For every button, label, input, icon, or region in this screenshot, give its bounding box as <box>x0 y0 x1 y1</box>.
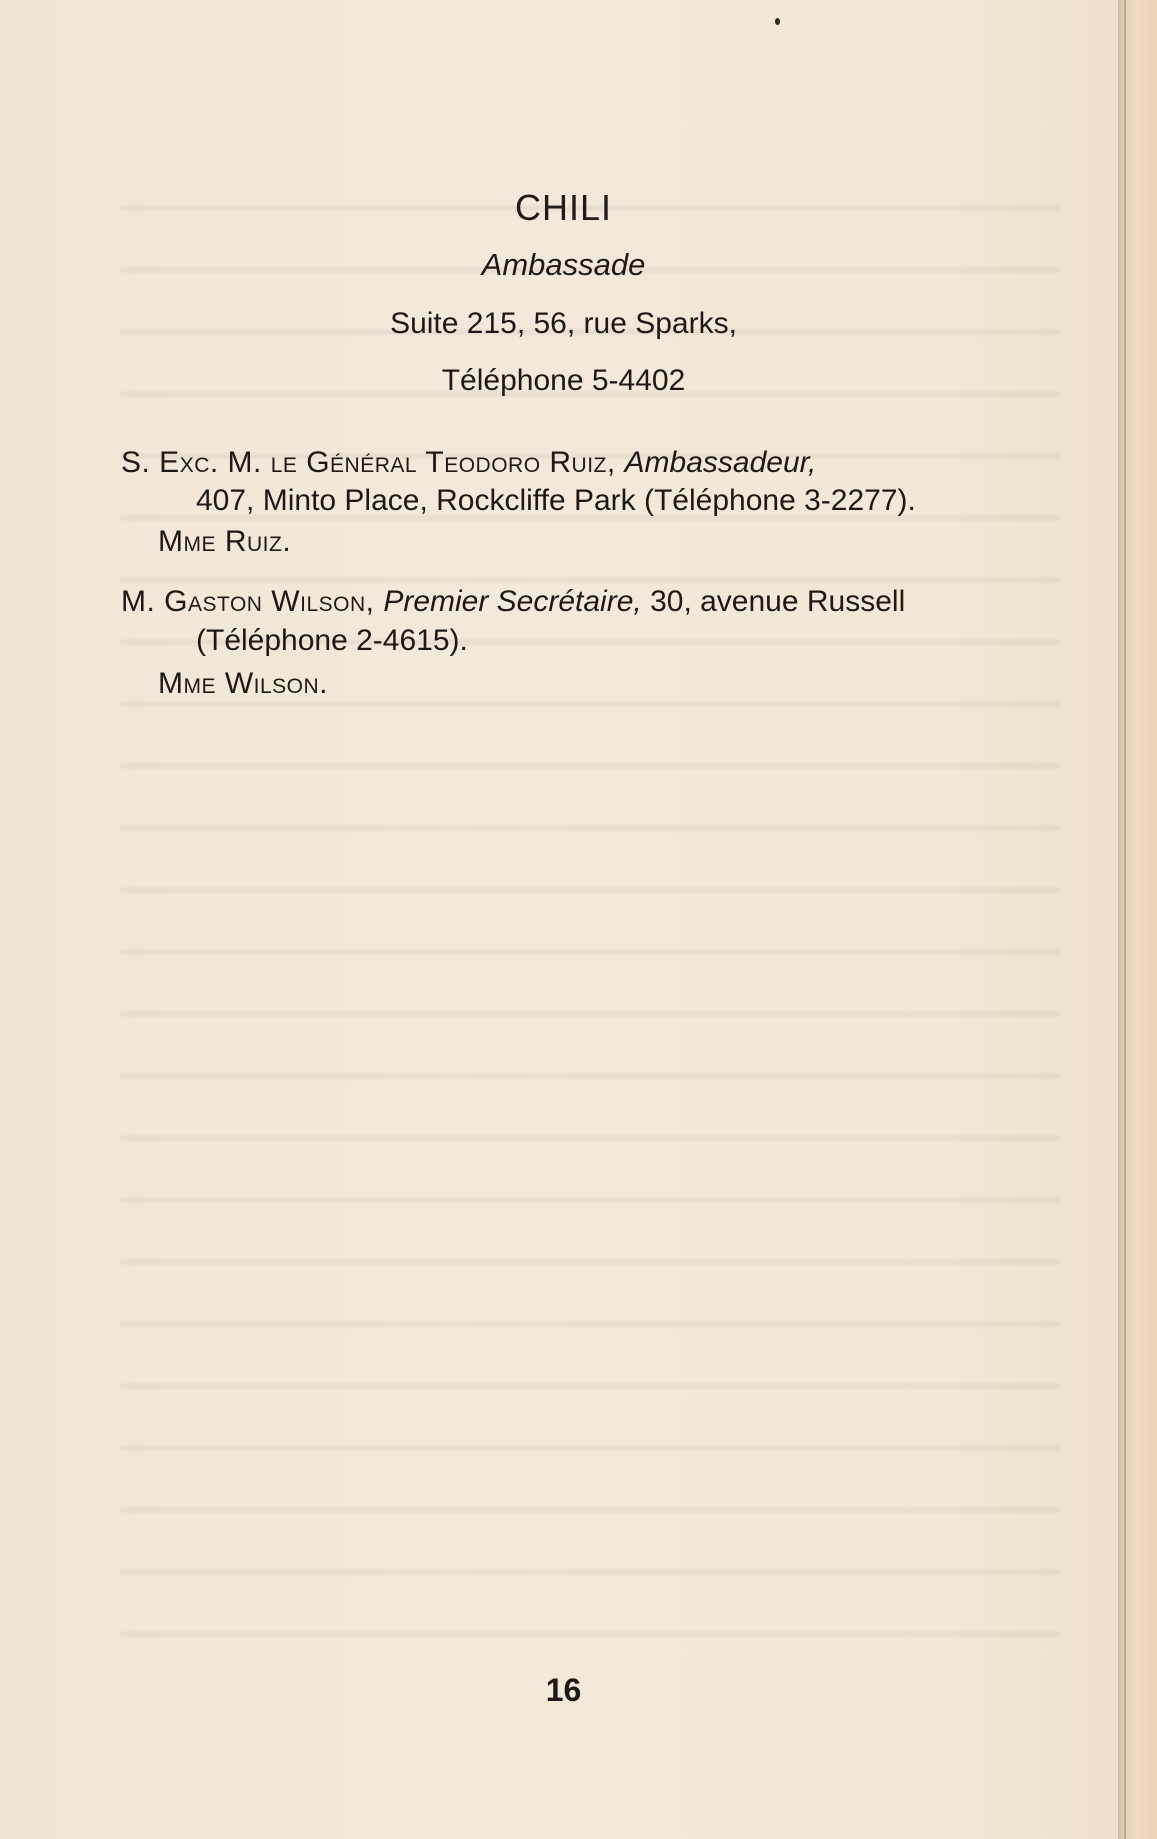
show-through-text <box>120 180 1060 1690</box>
entry-secretary-phone: (Téléphone 2-4615). <box>196 624 468 657</box>
entry-ambassador-title: Ambassadeur, <box>624 446 817 479</box>
office-address: Suite 215, 56, rue Sparks, <box>390 307 737 340</box>
page-number: 16 <box>545 1672 582 1708</box>
entry-ambassador-line1 <box>121 446 816 480</box>
ink-speck <box>775 18 780 25</box>
entry-secretary-name: M. Gaston Wilson, <box>121 585 384 618</box>
entry-secretary-line1 <box>121 585 905 619</box>
office-type: Ambassade <box>481 247 646 282</box>
entry-secretary-title: Premier Secrétaire, <box>383 585 642 618</box>
entry-ambassador-name: S. Exc. M. le Général Teodoro Ruiz, <box>121 446 625 479</box>
entry-ambassador-spouse: Mme Ruiz. <box>158 525 292 558</box>
office-phone: Téléphone 5-4402 <box>441 364 686 397</box>
entry-ambassador-address: 407, Minto Place, Rockcliffe Park (Téléphone 3-2277). <box>196 484 916 517</box>
page-gutter-line <box>1124 0 1126 1839</box>
country-heading: CHILI <box>514 187 613 228</box>
entry-secretary-spouse: Mme Wilson. <box>158 667 328 700</box>
entry-secretary-address-start: 30, avenue Russell <box>641 585 906 618</box>
